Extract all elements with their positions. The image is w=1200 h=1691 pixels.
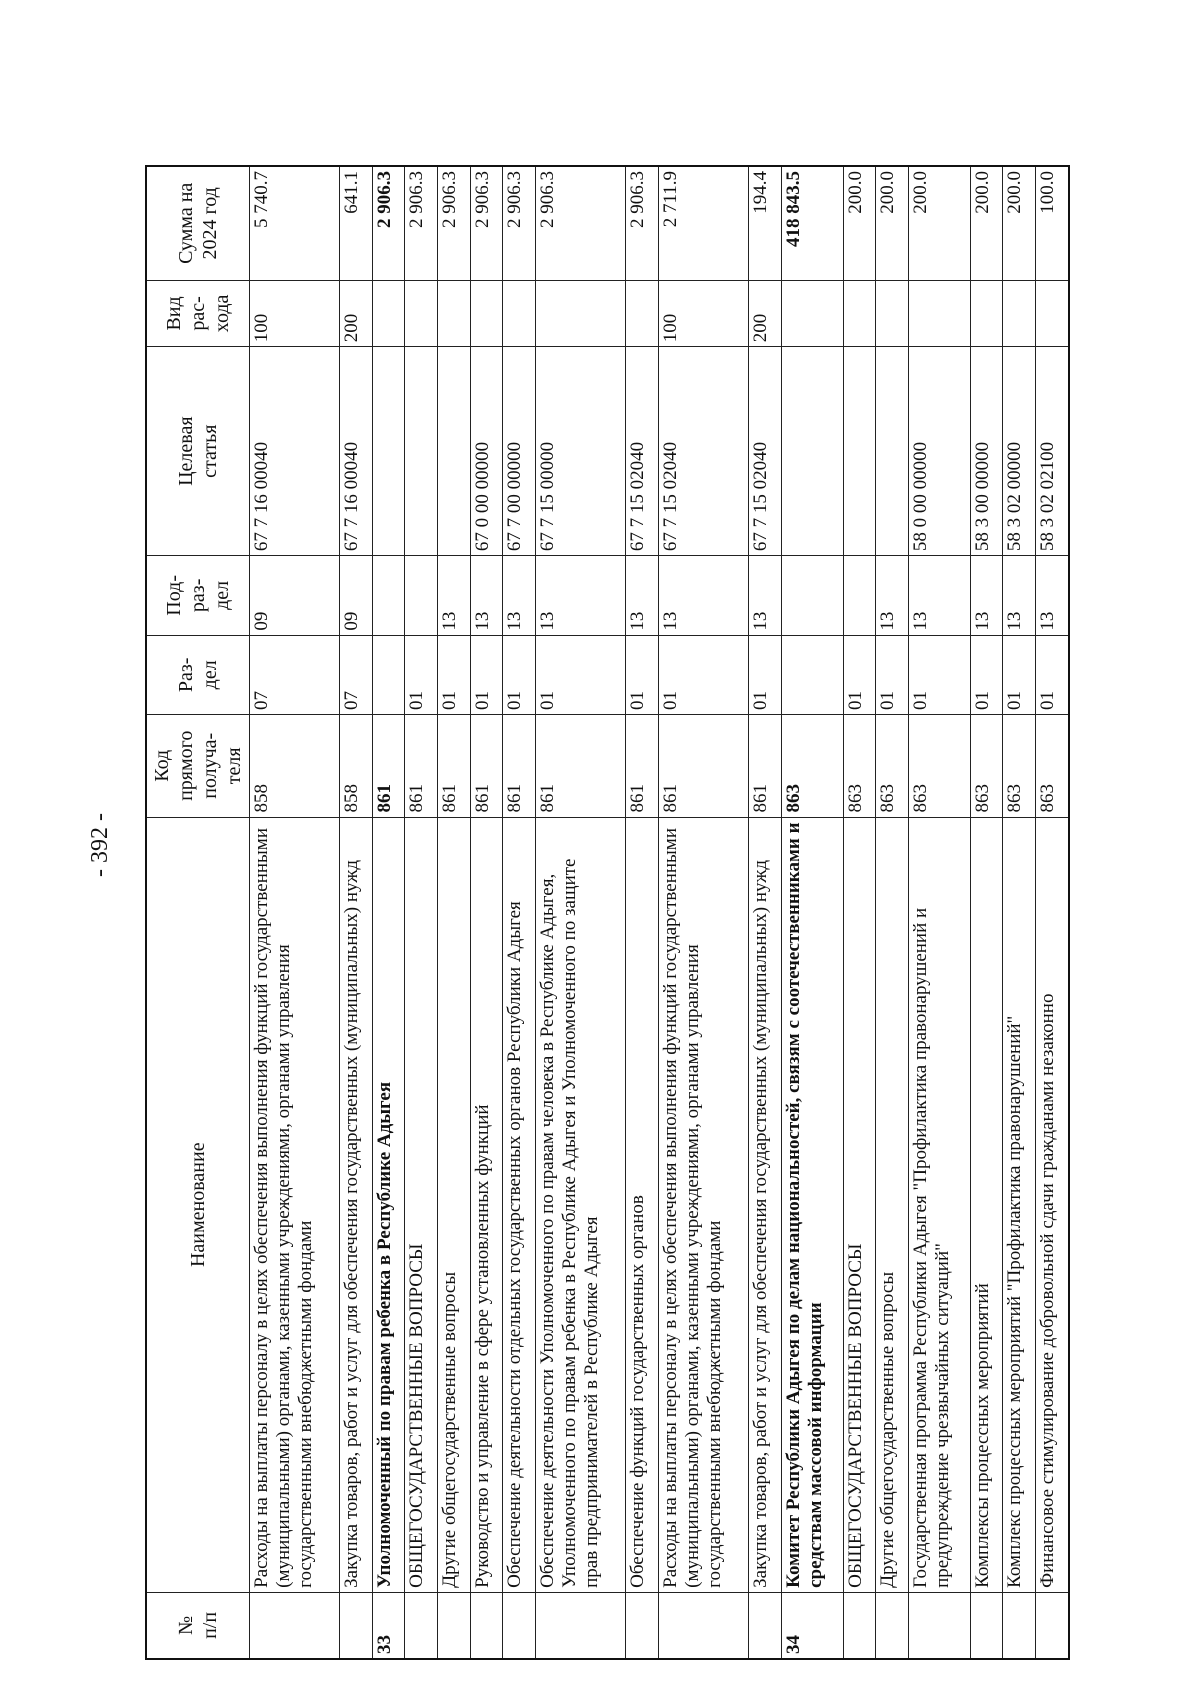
budget-table bbox=[145, 165, 1070, 1660]
table-row bbox=[372, 166, 405, 1659]
row-kind bbox=[372, 280, 405, 347]
row-code: 861 bbox=[470, 715, 503, 818]
row-number bbox=[749, 1592, 782, 1659]
row-code: 858 bbox=[249, 715, 339, 818]
header-section: Раз- дел bbox=[146, 635, 249, 714]
row-number bbox=[339, 1592, 372, 1659]
row-target: 58 0 00 00000 bbox=[909, 347, 971, 556]
row-target bbox=[843, 347, 876, 556]
row-kind bbox=[843, 280, 876, 347]
row-sum: 200.0 bbox=[909, 166, 971, 280]
row-section: 07 bbox=[249, 635, 339, 714]
row-code: 861 bbox=[503, 715, 536, 818]
row-subsection: 13 bbox=[909, 556, 971, 635]
row-kind bbox=[970, 280, 1003, 347]
row-kind bbox=[626, 280, 659, 347]
row-subsection: 13 bbox=[970, 556, 1003, 635]
row-target: 67 0 00 00000 bbox=[470, 347, 503, 556]
row-number bbox=[970, 1592, 1003, 1659]
row-name: Руководство и управление в сфере установленных функций bbox=[470, 817, 503, 1592]
row-kind: 100 bbox=[659, 280, 749, 347]
table-row bbox=[339, 166, 372, 1659]
header-target: Целевая статья bbox=[146, 347, 249, 556]
row-name: Уполномоченный по правам ребенка в Республике Адыгея bbox=[372, 817, 405, 1592]
row-number bbox=[659, 1592, 749, 1659]
row-section: 01 bbox=[749, 635, 782, 714]
row-kind bbox=[503, 280, 536, 347]
table-row bbox=[503, 166, 536, 1659]
table-body bbox=[249, 166, 1069, 1659]
row-target bbox=[372, 347, 405, 556]
row-sum: 2 906.3 bbox=[372, 166, 405, 280]
row-number bbox=[1003, 1592, 1036, 1659]
table-row bbox=[876, 166, 909, 1659]
row-number bbox=[626, 1592, 659, 1659]
row-number bbox=[1036, 1592, 1069, 1659]
table-row bbox=[970, 166, 1003, 1659]
row-sum: 200.0 bbox=[970, 166, 1003, 280]
row-subsection: 13 bbox=[749, 556, 782, 635]
row-subsection: 13 bbox=[437, 556, 470, 635]
row-name: ОБЩЕГОСУДАРСТВЕННЫЕ ВОПРОСЫ bbox=[843, 817, 876, 1592]
row-code: 861 bbox=[405, 715, 438, 818]
row-kind bbox=[1003, 280, 1036, 347]
row-code: 863 bbox=[1036, 715, 1069, 818]
row-target: 58 3 02 02100 bbox=[1036, 347, 1069, 556]
table-row bbox=[536, 166, 626, 1659]
row-subsection bbox=[372, 556, 405, 635]
row-kind bbox=[782, 280, 844, 347]
row-number bbox=[470, 1592, 503, 1659]
row-section: 01 bbox=[970, 635, 1003, 714]
row-number: 34 bbox=[782, 1592, 844, 1659]
table-row bbox=[909, 166, 971, 1659]
row-section: 01 bbox=[437, 635, 470, 714]
row-name: Государственная программа Республики Адыгея "Профилактика правонарушений и предупреждение чрезвычайных ситуаций" bbox=[909, 817, 971, 1592]
row-name: ОБЩЕГОСУДАРСТВЕННЫЕ ВОПРОСЫ bbox=[405, 817, 438, 1592]
table-row bbox=[437, 166, 470, 1659]
row-code: 863 bbox=[876, 715, 909, 818]
table-row bbox=[782, 166, 844, 1659]
row-section: 01 bbox=[536, 635, 626, 714]
table-row bbox=[749, 166, 782, 1659]
header-code: Код прямого получа- теля bbox=[146, 715, 249, 818]
row-sum: 641.1 bbox=[339, 166, 372, 280]
table-row bbox=[470, 166, 503, 1659]
row-number bbox=[843, 1592, 876, 1659]
row-subsection: 09 bbox=[339, 556, 372, 635]
row-name: Комплексы процессных мероприятий bbox=[970, 817, 1003, 1592]
row-code: 863 bbox=[970, 715, 1003, 818]
row-subsection: 13 bbox=[503, 556, 536, 635]
row-section: 01 bbox=[626, 635, 659, 714]
row-number bbox=[437, 1592, 470, 1659]
row-number bbox=[503, 1592, 536, 1659]
row-code: 861 bbox=[749, 715, 782, 818]
row-sum: 2 906.3 bbox=[503, 166, 536, 280]
row-section bbox=[782, 635, 844, 714]
row-number bbox=[876, 1592, 909, 1659]
row-name: Обеспечение деятельности отдельных государственных органов Республики Адыгея bbox=[503, 817, 536, 1592]
row-name: Обеспечение функций государственных органов bbox=[626, 817, 659, 1592]
row-name: Комитет Республики Адыгея по делам национальностей, связям с соотечественниками и средствам массовой информации bbox=[782, 817, 844, 1592]
row-section: 01 bbox=[503, 635, 536, 714]
row-subsection: 09 bbox=[249, 556, 339, 635]
row-subsection: 13 bbox=[1003, 556, 1036, 635]
row-kind: 200 bbox=[339, 280, 372, 347]
row-subsection bbox=[782, 556, 844, 635]
row-name: Другие общегосударственные вопросы bbox=[876, 817, 909, 1592]
row-target bbox=[437, 347, 470, 556]
row-number bbox=[536, 1592, 626, 1659]
row-section: 01 bbox=[470, 635, 503, 714]
row-subsection: 13 bbox=[626, 556, 659, 635]
row-kind bbox=[405, 280, 438, 347]
header-kind: Вид рас- хода bbox=[146, 280, 249, 347]
row-sum: 200.0 bbox=[843, 166, 876, 280]
row-sum: 2 711.9 bbox=[659, 166, 749, 280]
row-kind bbox=[909, 280, 971, 347]
row-section: 01 bbox=[909, 635, 971, 714]
page-number: - 392 - bbox=[86, 813, 113, 877]
row-sum: 194.4 bbox=[749, 166, 782, 280]
row-name: Финансовое стимулирование добровольной сдачи гражданами незаконно bbox=[1036, 817, 1069, 1592]
row-target: 67 7 16 00040 bbox=[339, 347, 372, 556]
row-sum: 2 906.3 bbox=[536, 166, 626, 280]
table-row bbox=[659, 166, 749, 1659]
row-code: 861 bbox=[659, 715, 749, 818]
row-kind bbox=[536, 280, 626, 347]
table-header-row bbox=[146, 166, 249, 1659]
row-code: 861 bbox=[536, 715, 626, 818]
row-number bbox=[249, 1592, 339, 1659]
row-subsection bbox=[843, 556, 876, 635]
row-target: 67 7 15 02040 bbox=[626, 347, 659, 556]
row-kind bbox=[470, 280, 503, 347]
row-name: Расходы на выплаты персоналу в целях обеспечения выполнения функций государственными (муниципальными) органами, казенными учреждениями, органами управления государственными внебюджетными фондами bbox=[249, 817, 339, 1592]
row-sum: 2 906.3 bbox=[626, 166, 659, 280]
header-no: № п/п bbox=[146, 1592, 249, 1659]
row-target: 58 3 02 00000 bbox=[1003, 347, 1036, 556]
row-number bbox=[405, 1592, 438, 1659]
row-sum: 2 906.3 bbox=[405, 166, 438, 280]
row-subsection: 13 bbox=[876, 556, 909, 635]
row-kind bbox=[1036, 280, 1069, 347]
row-name: Комплекс процессных мероприятий "Профилактика правонарушений" bbox=[1003, 817, 1036, 1592]
row-subsection: 13 bbox=[536, 556, 626, 635]
row-target bbox=[405, 347, 438, 556]
row-code: 863 bbox=[909, 715, 971, 818]
row-code: 858 bbox=[339, 715, 372, 818]
row-sum: 5 740.7 bbox=[249, 166, 339, 280]
row-sum: 200.0 bbox=[876, 166, 909, 280]
row-section: 01 bbox=[843, 635, 876, 714]
header-name: Наименование bbox=[146, 817, 249, 1592]
row-section: 01 bbox=[1003, 635, 1036, 714]
row-subsection bbox=[405, 556, 438, 635]
row-target bbox=[782, 347, 844, 556]
row-section: 01 bbox=[1036, 635, 1069, 714]
header-subsection: Под- раз- дел bbox=[146, 556, 249, 635]
row-code: 863 bbox=[1003, 715, 1036, 818]
row-sum: 2 906.3 bbox=[437, 166, 470, 280]
row-number bbox=[909, 1592, 971, 1659]
row-target: 67 7 15 00000 bbox=[536, 347, 626, 556]
row-name: Закупка товаров, работ и услуг для обеспечения государственных (муниципальных) нужд bbox=[339, 817, 372, 1592]
row-section bbox=[372, 635, 405, 714]
table-row bbox=[626, 166, 659, 1659]
header-sum: Сумма на 2024 год bbox=[146, 166, 249, 280]
row-section: 07 bbox=[339, 635, 372, 714]
row-target: 67 7 00 00000 bbox=[503, 347, 536, 556]
table-row bbox=[843, 166, 876, 1659]
row-code: 861 bbox=[626, 715, 659, 818]
row-target bbox=[876, 347, 909, 556]
row-subsection: 13 bbox=[470, 556, 503, 635]
row-sum: 100.0 bbox=[1036, 166, 1069, 280]
row-kind: 200 bbox=[749, 280, 782, 347]
row-target: 67 7 15 02040 bbox=[659, 347, 749, 556]
rotated-page-content bbox=[145, 165, 1070, 1660]
row-code: 861 bbox=[437, 715, 470, 818]
row-name: Обеспечение деятельности Уполномоченного по правам человека в Республике Адыгея, Уполномоченного по правам ребенка в Республике Адыгея и Уполномоченного по защите прав предпринимателей в Республике Адыгея bbox=[536, 817, 626, 1592]
row-kind bbox=[876, 280, 909, 347]
row-target: 67 7 15 02040 bbox=[749, 347, 782, 556]
row-section: 01 bbox=[405, 635, 438, 714]
row-kind: 100 bbox=[249, 280, 339, 347]
row-code: 863 bbox=[782, 715, 844, 818]
table-row bbox=[1003, 166, 1036, 1659]
row-target: 58 3 00 00000 bbox=[970, 347, 1003, 556]
row-sum: 418 843.5 bbox=[782, 166, 844, 280]
table-row bbox=[405, 166, 438, 1659]
row-kind bbox=[437, 280, 470, 347]
row-code: 863 bbox=[843, 715, 876, 818]
row-name: Закупка товаров, работ и услуг для обеспечения государственных (муниципальных) нужд bbox=[749, 817, 782, 1592]
table-row bbox=[249, 166, 339, 1659]
row-section: 01 bbox=[659, 635, 749, 714]
table-row bbox=[1036, 166, 1069, 1659]
row-code: 861 bbox=[372, 715, 405, 818]
row-section: 01 bbox=[876, 635, 909, 714]
row-sum: 200.0 bbox=[1003, 166, 1036, 280]
row-number: 33 bbox=[372, 1592, 405, 1659]
row-sum: 2 906.3 bbox=[470, 166, 503, 280]
row-subsection: 13 bbox=[1036, 556, 1069, 635]
row-subsection: 13 bbox=[659, 556, 749, 635]
row-name: Расходы на выплаты персоналу в целях обеспечения выполнения функций государственными (муниципальными) органами, казенными учреждениями, органами управления государственными внебюджетными фондами bbox=[659, 817, 749, 1592]
row-name: Другие общегосударственные вопросы bbox=[437, 817, 470, 1592]
row-target: 67 7 16 00040 bbox=[249, 347, 339, 556]
